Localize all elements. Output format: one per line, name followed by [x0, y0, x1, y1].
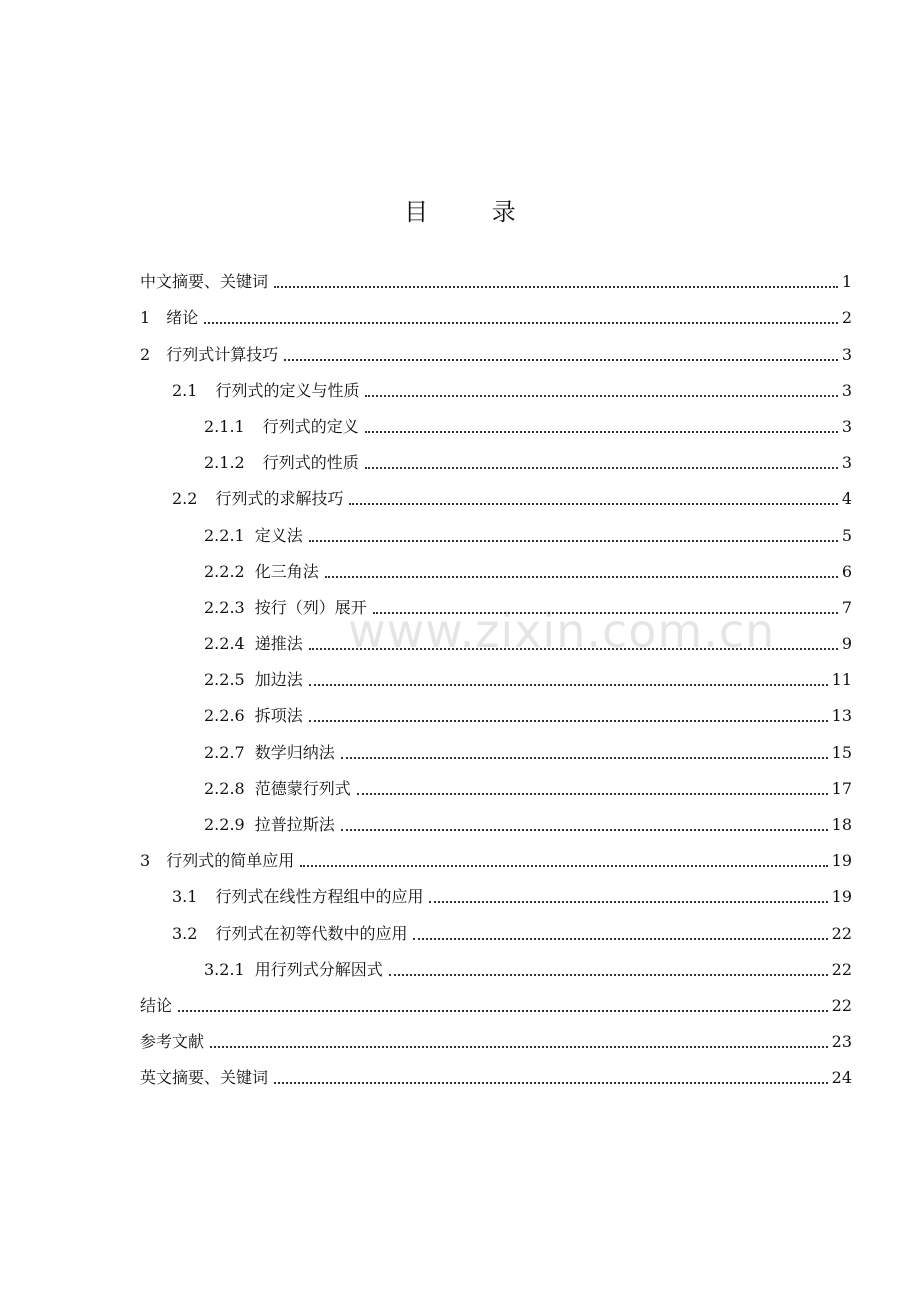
toc-leader-dots [349, 502, 837, 505]
toc-entry-page: 19 [831, 851, 852, 871]
toc-entry-label: 行列式的简单应用 [166, 851, 295, 871]
toc-leader-dots [309, 539, 838, 542]
toc-entry-number: 3.1 [172, 887, 198, 907]
toc-entry[interactable] [140, 980, 852, 1016]
toc-entry[interactable] [140, 871, 852, 907]
toc-entry-number: 2.2 [172, 489, 198, 509]
toc-entry-number: 2.1.2 [204, 453, 245, 473]
toc-entry-number: 2.2.7 [204, 742, 245, 762]
toc-entry[interactable] [140, 835, 852, 871]
toc-entry[interactable] [140, 618, 852, 654]
toc-leader-dots [274, 1081, 828, 1084]
toc-leader-dots [373, 611, 838, 614]
toc-leader-dots [357, 792, 828, 795]
toc-entry-number: 2.2.1 [204, 525, 245, 545]
toc-leader-dots [365, 394, 837, 397]
toc-entry-label: 行列式在线性方程组中的应用 [215, 887, 424, 907]
toc-entry-number: 2.2.2 [204, 561, 245, 581]
toc-entry-number: 2 [140, 344, 151, 364]
toc-entry-number: 2.2.8 [204, 778, 245, 798]
toc-entry-page: 2 [841, 308, 852, 328]
toc-entry-label: 用行列式分解因式 [254, 959, 383, 979]
toc-entry-label: 行列式的定义与性质 [215, 380, 360, 400]
toc-entry-number: 2.2.9 [204, 815, 245, 834]
toc-entry[interactable] [140, 763, 852, 799]
toc-entry-number: 2.2.5 [204, 670, 245, 690]
toc-entry[interactable] [140, 328, 852, 364]
toc-entry[interactable] [140, 401, 852, 437]
toc-entry-label: 行列式的求解技巧 [215, 489, 344, 509]
toc-leader-dots [210, 1045, 828, 1048]
toc-entry-page: 4 [841, 489, 852, 509]
toc-entry-number: 3 [140, 851, 151, 871]
toc-entry[interactable] [140, 509, 852, 545]
toc-entry-page: 23 [831, 1032, 852, 1052]
table-of-contents [140, 256, 852, 1088]
toc-entry[interactable] [140, 473, 852, 509]
toc-leader-dots [365, 430, 838, 433]
toc-entry-number: 3.2.1 [204, 959, 245, 979]
toc-entry-label: 行列式计算技巧 [166, 344, 279, 364]
toc-leader-dots [341, 828, 828, 831]
toc-entry-label: 绪论 [166, 308, 199, 328]
toc-leader-dots [365, 466, 838, 469]
toc-leader-dots [309, 647, 838, 650]
toc-leader-dots [284, 358, 838, 361]
toc-entry[interactable] [140, 1052, 852, 1088]
toc-entry[interactable] [140, 365, 852, 401]
toc-entry-label: 英文摘要、关键词 [140, 1068, 269, 1088]
toc-entry[interactable] [140, 690, 852, 726]
toc-entry-label: 结论 [140, 995, 173, 1015]
toc-entry[interactable] [140, 292, 852, 328]
toc-entry-page: 9 [841, 634, 852, 654]
toc-entry-label: 递推法 [254, 634, 303, 654]
toc-leader-dots [178, 1009, 828, 1012]
toc-entry-page: 1 [841, 272, 852, 292]
toc-entry-page: 11 [831, 670, 852, 690]
toc-entry-label: 化三角法 [254, 561, 319, 581]
toc-entry-label: 拉普拉斯法 [254, 815, 335, 834]
toc-entry-page: 3 [841, 453, 852, 473]
toc-entry-label: 参考文献 [140, 1032, 205, 1052]
toc-leader-dots [300, 864, 827, 867]
toc-entry[interactable] [140, 546, 852, 582]
watermark: www.zixin.com.cn [348, 604, 776, 658]
toc-entry-label: 行列式的定义 [262, 416, 359, 436]
toc-leader-dots [309, 719, 828, 722]
toc-leader-dots [413, 937, 827, 940]
toc-entry-number: 2.2.3 [204, 597, 245, 617]
toc-entry-page: 22 [831, 995, 852, 1015]
toc-entry-number: 3.2 [172, 923, 198, 943]
toc-entry-number: 2.2.4 [204, 634, 245, 654]
toc-entry-label: 加边法 [254, 670, 303, 690]
toc-entry-label: 行列式在初等代数中的应用 [215, 923, 408, 943]
toc-entry-number: 1 [140, 308, 151, 328]
toc-entry-number: 2.1 [172, 380, 198, 400]
toc-entry-label: 范德蒙行列式 [254, 778, 351, 798]
toc-entry-label: 拆项法 [254, 706, 303, 726]
toc-entry-label: 按行（列）展开 [254, 597, 367, 617]
toc-entry[interactable] [140, 437, 852, 473]
toc-entry[interactable] [140, 654, 852, 690]
toc-entry[interactable] [140, 582, 852, 618]
toc-entry-page: 17 [831, 778, 852, 798]
toc-entry-page: 6 [841, 561, 852, 581]
toc-entry-label: 定义法 [254, 525, 303, 545]
toc-entry[interactable] [140, 726, 852, 762]
toc-title: 目 录 [404, 198, 544, 226]
toc-entry[interactable] [140, 1016, 852, 1052]
toc-entry-page: 22 [831, 959, 852, 979]
toc-leader-dots [325, 575, 838, 578]
toc-leader-dots [341, 756, 828, 759]
toc-entry-page: 7 [841, 597, 852, 617]
toc-leader-dots [389, 973, 828, 976]
toc-entry-page: 13 [831, 706, 852, 726]
toc-entry-page: 18 [831, 815, 852, 834]
toc-entry-page: 3 [841, 344, 852, 364]
toc-entry-label: 中文摘要、关键词 [140, 272, 269, 292]
toc-entry-page: 19 [831, 887, 852, 907]
toc-leader-dots [429, 900, 827, 903]
toc-entry-label: 数学归纳法 [254, 742, 335, 762]
toc-entry-number: 2.2.6 [204, 706, 245, 726]
toc-entry-page: 3 [841, 416, 852, 436]
toc-entry-page: 15 [831, 742, 852, 762]
toc-leader-dots [204, 321, 838, 324]
toc-entry-page: 24 [831, 1068, 852, 1088]
toc-entry[interactable] [140, 907, 852, 943]
toc-leader-dots [309, 683, 828, 686]
toc-leader-dots [274, 285, 838, 288]
toc-entry-label: 行列式的性质 [262, 453, 359, 473]
toc-entry[interactable] [140, 256, 852, 292]
toc-entry[interactable] [140, 799, 852, 835]
toc-entry-number: 2.1.1 [204, 416, 245, 436]
toc-entry-page: 22 [831, 923, 852, 943]
toc-entry[interactable] [140, 944, 852, 980]
toc-entry-page: 5 [841, 525, 852, 545]
toc-entry-page: 3 [841, 380, 852, 400]
